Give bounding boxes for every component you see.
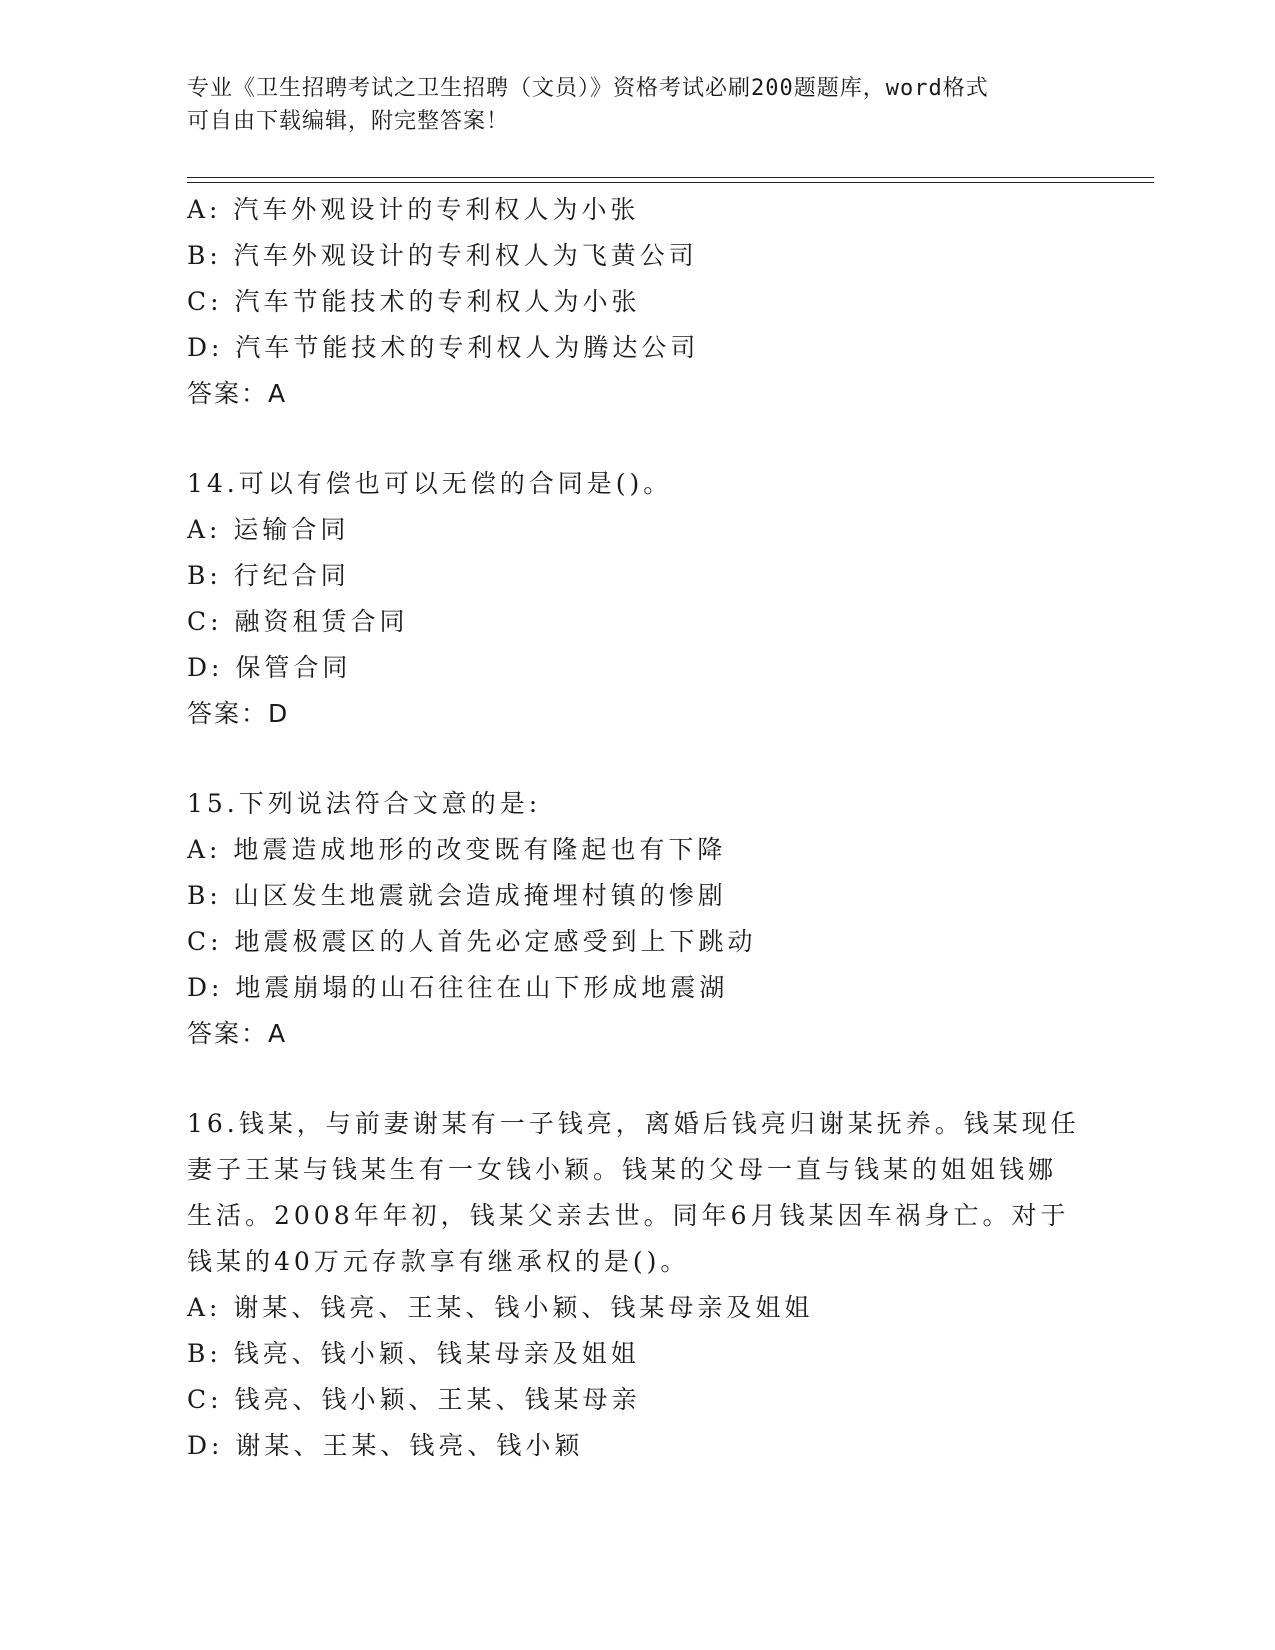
option-b: B: 行纪合同 — [187, 561, 350, 590]
question-text: 14.可以有偿也可以无偿的合同是()。 — [187, 469, 673, 498]
question-text-line-3: 生活。2008年年初，钱某父亲去世。同年6月钱某因车祸身亡。对于 — [187, 1201, 1070, 1230]
option-c: C: 汽车节能技术的专利权人为小张 — [187, 287, 641, 316]
question-14 — [187, 461, 1087, 737]
option-c: C: 钱亮、钱小颖、王某、钱某母亲 — [187, 1385, 641, 1414]
question-text: 15.下列说法符合文意的是: — [187, 789, 542, 818]
spacer — [187, 1057, 1087, 1101]
header-title-line-2: 可自由下载编辑，附完整答案！ — [187, 109, 510, 134]
question-text-line-4: 钱某的40万元存款享有继承权的是()。 — [187, 1247, 690, 1276]
option-a: A: 汽车外观设计的专利权人为小张 — [187, 195, 640, 224]
option-a: A: 地震造成地形的改变既有隆起也有下降 — [187, 835, 727, 864]
question-15 — [187, 781, 1087, 1057]
question-text-line-2: 妻子王某与钱某生有一女钱小颖。钱某的父母一直与钱某的姐姐钱娜 — [187, 1155, 1058, 1184]
option-d: D: 汽车节能技术的专利权人为腾达公司 — [187, 333, 700, 362]
answer-line: 答案：D — [187, 699, 290, 728]
option-b: B: 汽车外观设计的专利权人为飞黄公司 — [187, 241, 698, 270]
answer-line: 答案：A — [187, 379, 288, 408]
header-title-line-1: 专业《卫生招聘考试之卫生招聘（文员）》资格考试必刷200题题库，word格式 — [187, 76, 989, 101]
spacer — [187, 417, 1087, 461]
option-a: A: 谢某、钱亮、王某、钱小颖、钱某母亲及姐姐 — [187, 1293, 814, 1322]
answer-line: 答案：A — [187, 1019, 288, 1048]
option-c: C: 地震极震区的人首先必定感受到上下跳动 — [187, 927, 757, 956]
option-c: C: 融资租赁合同 — [187, 607, 409, 636]
option-b: B: 山区发生地震就会造成掩埋村镇的惨剧 — [187, 881, 727, 910]
option-b: B: 钱亮、钱小颖、钱某母亲及姐姐 — [187, 1339, 640, 1368]
option-d: D: 保管合同 — [187, 653, 352, 682]
document-header — [187, 72, 1087, 138]
question-13 — [187, 187, 1087, 417]
question-text-line-1: 16.钱某，与前妻谢某有一子钱亮，离婚后钱亮归谢某抚养。钱某现任 — [187, 1109, 1080, 1138]
question-16 — [187, 1101, 1087, 1469]
option-d: D: 地震崩塌的山石往往在山下形成地震湖 — [187, 973, 729, 1002]
spacer — [187, 737, 1087, 781]
question-list — [187, 187, 1087, 1469]
option-d: D: 谢某、王某、钱亮、钱小颖 — [187, 1431, 584, 1460]
option-a: A: 运输合同 — [187, 515, 350, 544]
header-divider — [187, 177, 1154, 183]
